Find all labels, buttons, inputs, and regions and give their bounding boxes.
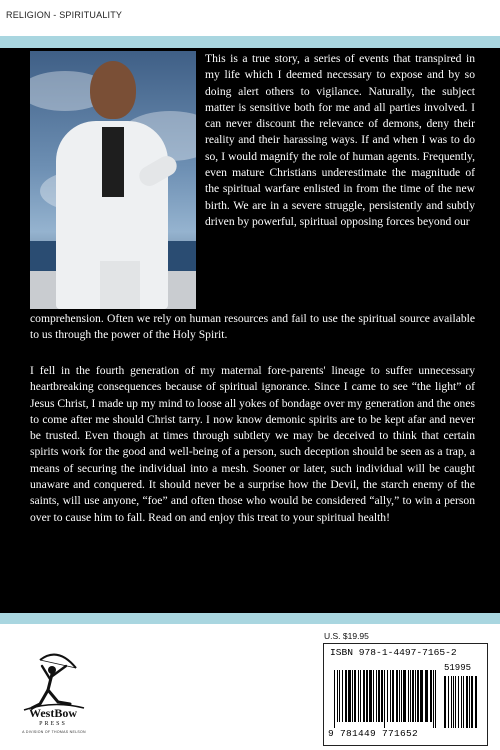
publisher-press-label: PRESS (39, 721, 67, 727)
category-label: RELIGION - SPIRITUALITY (6, 10, 123, 20)
isbn-barcode-box (323, 643, 488, 746)
description-paragraph-1-continued: comprehension. Often we rely on human resources and fail to use the spiritual source available to us through the power of the Holy Spirit. (30, 312, 475, 342)
ean5-add-on-code: 51995 (444, 663, 472, 673)
author-photo (30, 51, 196, 309)
price-label: U.S. $19.95 (324, 631, 369, 641)
publisher-tagline: A DIVISION OF THOMAS NELSON (22, 730, 86, 734)
top-header (0, 0, 500, 36)
ean-digits: 9 781449 771652 (328, 728, 419, 739)
isbn-label: ISBN 978-1-4497-7165-2 (330, 647, 457, 658)
barcode-icon (332, 664, 482, 728)
description-paragraph-1: This is a true story, a series of events that transpired in my life which I deemed necessary to expose and by so doing alert others to vigilance. Naturally, the subject matter is sensitive both for me and all parties involved. I can never discount the relevance of demons, deny their reality and their harassing ways. If and when I was to do so, I would magnify the role of human agents. Frequently, even mature Christians underestimate the magnitude of the spiritual warfare enlisted in from the time of the new birth. We are in a severe struggle, persistently and subtly driven by powerful, spiritual opposing forces beyond our (205, 52, 475, 228)
bottom-accent-band (0, 613, 500, 624)
publisher-footer (0, 624, 500, 750)
description-paragraph-2: I fell in the fourth generation of my maternal fore-parents' lineage to suffer unnecessary heartbreaking consequences because of spiritual ignorance. Since I came to see “the light” of Jesus Christ, I made up my mind to loose all yokes of bondage over my generation and the ones to come after me should Christ tarry. I now know demonic spirits are to be kept afar and never be trusted. Even though at times through subtlety we may be deceived to think that certain spirits work for the good and well-being of a person, such deception should be seen as a trap, a means of securing the individual into a mesh. Sooner or later, such individual will be caught unaware and conquered. It should never be a surprise how the Devil, the starch enemy of the saints, will use anyone, “foe” and often those who would be considered “ally,” to win a person over to cause him to fall. Read on and enjoy this treat to your spiritual health! (30, 364, 475, 524)
top-accent-band (0, 36, 500, 48)
publisher-name: WestBow (29, 706, 77, 720)
